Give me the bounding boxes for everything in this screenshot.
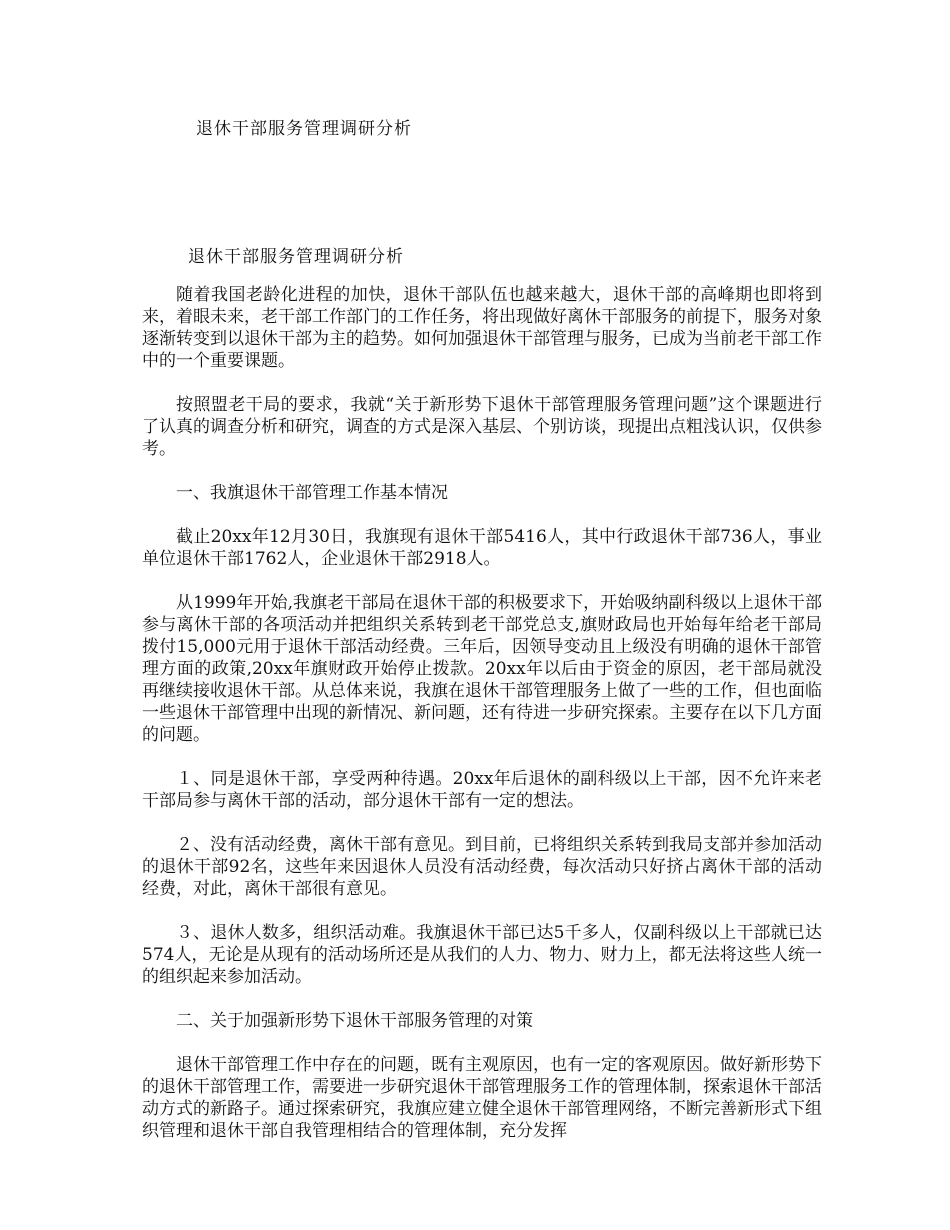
paragraph-issue-3: ３、退休人数多，组织活动难。我旗退休干部已达5千多人，仅副科级以上干部就已达574人，无论是从现有的活动场所还是从我们的人力、物力、财力上，都无法将这些人统一的组织起来参加活动。 <box>142 923 822 987</box>
section-heading-1: 一、我旗退休干部管理工作基本情况 <box>176 483 448 503</box>
paragraph-history: 从1999年开始,我旗老干部局在退休干部的积极要求下，开始吸纳副科级以上退休干部参与离休干部的各项活动并把组织关系转到老干部党总支,旗财政局也开始每年给老干部局拨付15,000元用于退休干部活动经费。三年后，因领导变动且上级没有明确的退休干部管理方面的政策,20xx年旗财政开始停止拨款。20xx年以后由于资金的原因，老干部局就没再继续接收退休干部。从总体来说，我旗在退休干部管理服务上做了一些的工作，但也面临一些退休干部管理中出现的新情况、新问题，还有待进一步研究探索。主要存在以下几方面的问题。 <box>142 593 822 745</box>
paragraph-countermeasures: 退休干部管理工作中存在的问题，既有主观原因，也有一定的客观原因。做好新形势下的退休干部管理工作，需要进一步研究退休干部管理服务工作的管理体制，探索退休干部活动方式的新路子。通过探索研究，我旗应建立健全退休干部管理网络，不断完善新形式下组织管理和退休干部自我管理相结合的管理体制，充分发挥 <box>142 1055 822 1141</box>
paragraph-issue-2: ２、没有活动经费，离休干部有意见。到目前，已将组织关系转到我局支部并参加活动的退休干部92名，这些年来因退休人员没有活动经费，每次活动只好挤占离休干部的活动经费，对此，离休干部很有意见。 <box>142 835 822 899</box>
document-title: 退休干部服务管理调研分析 <box>188 247 404 267</box>
section-heading-2: 二、关于加强新形势下退休干部服务管理的对策 <box>176 1011 533 1031</box>
paragraph-intro: 随着我国老龄化进程的加快，退休干部队伍也越来越大，退休干部的高峰期也即将到来，着眼未来，老干部工作部门的工作任务，将出现做好离休干部服务的前提下，服务对象逐渐转变到以退休干部为主的趋势。如何加强退休干部管理与服务，已成为当前老干部工作中的一个重要课题。 <box>142 285 822 371</box>
paragraph-issue-1: １、同是退休干部，享受两种待遇。20xx年后退休的副科级以上干部，因不允许来老干部局参与离休干部的活动，部分退休干部有一定的想法。 <box>142 769 822 811</box>
header-title: 退休干部服务管理调研分析 <box>196 119 412 139</box>
paragraph-statistics: 截止20xx年12月30日，我旗现有退休干部5416人，其中行政退休干部736人，事业单位退休干部1762人，企业退休干部2918人。 <box>142 527 822 569</box>
paragraph-purpose: 按照盟老干局的要求，我就“关于新形势下退休干部管理服务管理问题”这个课题进行了认真的调查分析和研究，调查的方式是深入基层、个别访谈，现提出点粗浅认识，仅供参考。 <box>142 395 822 459</box>
document-body <box>142 284 822 1164</box>
